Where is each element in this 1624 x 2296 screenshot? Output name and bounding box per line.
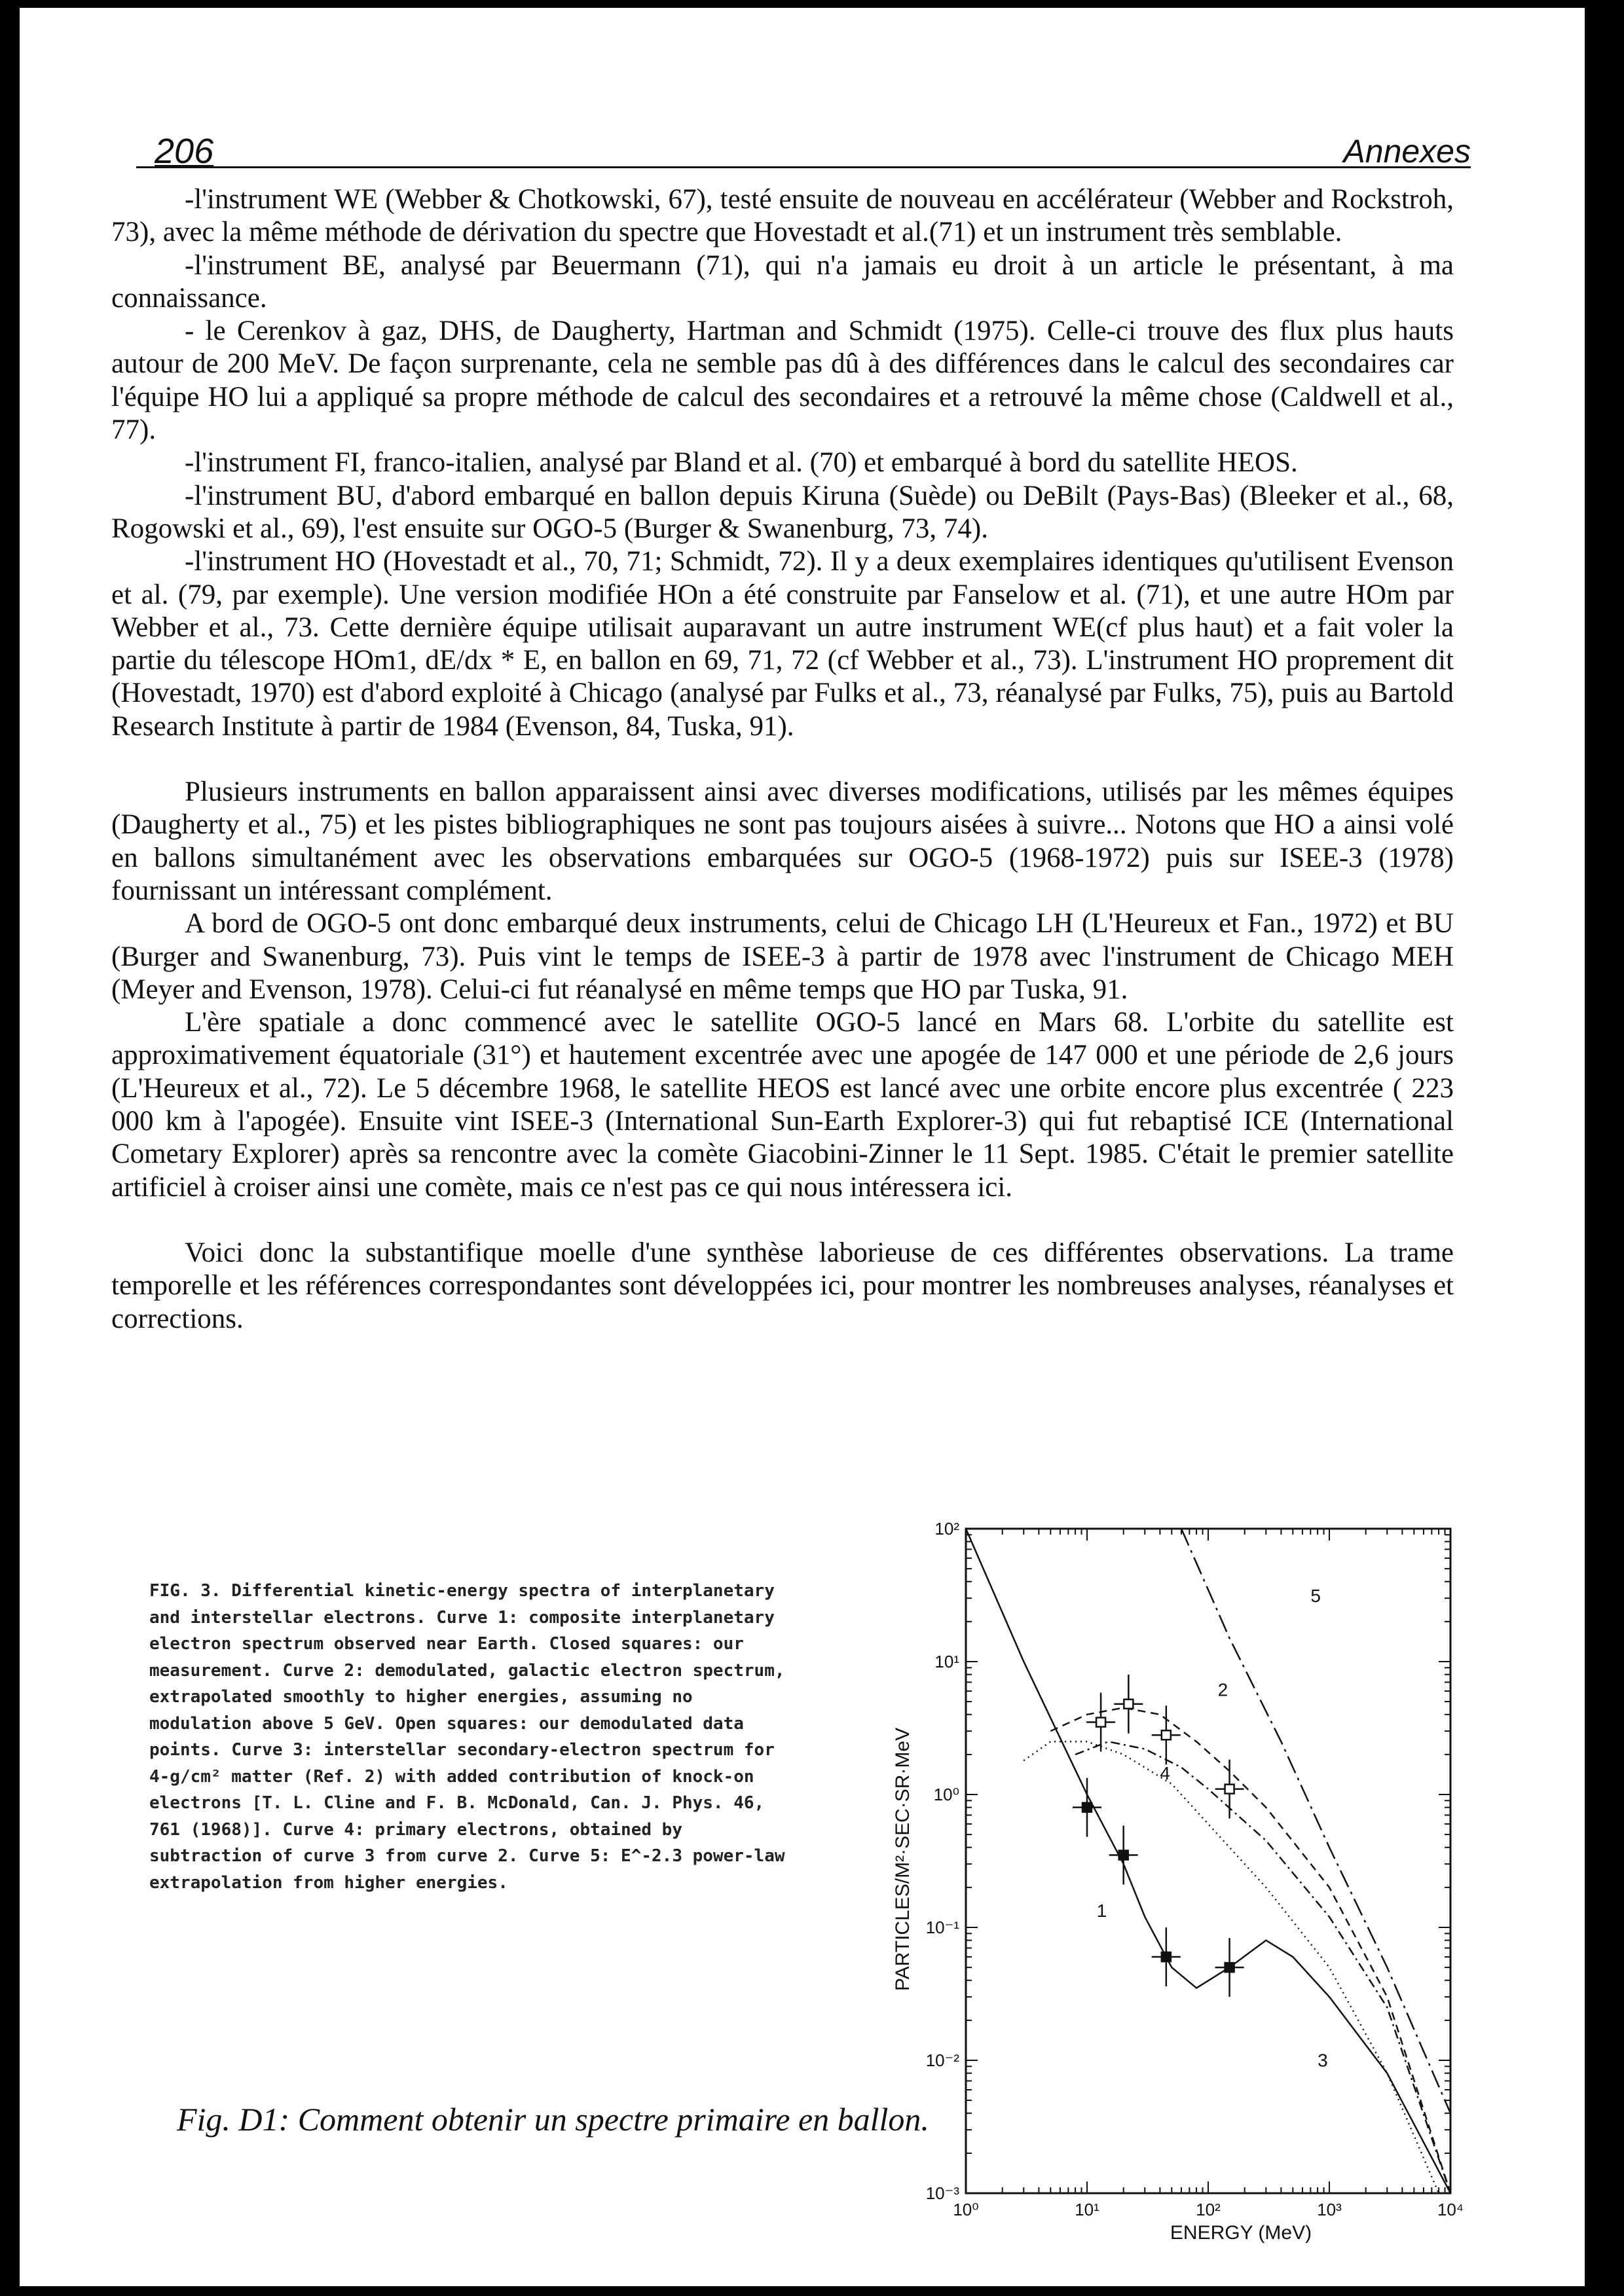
- open-square-point: [1162, 1730, 1171, 1740]
- page-number: 206: [155, 132, 214, 171]
- chart-series: [966, 1529, 1450, 2193]
- series-line-1: [966, 1529, 1450, 2193]
- y-axis-label: PARTICLES/M²·SEC·SR·MeV: [892, 1727, 913, 1992]
- open-square-point: [1124, 1700, 1133, 1709]
- series-line-5: [1181, 1529, 1450, 2113]
- curve-label: 5: [1310, 1586, 1321, 1607]
- curve-label: 1: [1096, 1900, 1107, 1921]
- chart-points: [1073, 1675, 1244, 1997]
- spectrum-chart: [871, 1519, 1493, 2246]
- open-square-point: [1225, 1785, 1234, 1794]
- closed-square-point: [1225, 1963, 1234, 1972]
- y-tick-label: 10⁻³: [925, 2183, 959, 2203]
- x-tick-label: 10⁰: [953, 2200, 979, 2219]
- curve-label: 2: [1217, 1679, 1228, 1700]
- paragraph: -l'instrument BE, analysé par Beuermann (71), qui n'a jamais eu droit à un article le présentant, à ma connaissance.: [111, 249, 1454, 314]
- running-title: Annexes: [1343, 133, 1471, 170]
- closed-square-point: [1082, 1803, 1092, 1812]
- y-tick-label: 10¹: [934, 1652, 959, 1671]
- paragraph: -l'instrument HO (Hovestadt et al., 70, 71; Schmidt, 72). Il y a deux exemplaires identiques qu'utilisent Evenson et al. (79, par exemple). Une version modifiée HOn a été construite par Fanselow et al. (71), et une autre HOm par Webber et al., 73. Cette dernière équipe utilisait auparavant un autre instrument WE(cf plus haut) et a fait voler la partie du télescope HOm1, dE/dx * E, en ballon en 69, 71, 72 (cf Webber et al., 73). L'instrument HO proprement dit (Hovestadt, 1970) est d'abord exploité à Chicago (analysé par Fulks et al., 73, réanalysé par Fulks, 75), puis au Bartold Research Institute à partir de 1984 (Evenson, 84, Tuska, 91).: [111, 546, 1454, 742]
- series-line-4: [1075, 1741, 1450, 2193]
- open-square-point: [1096, 1718, 1105, 1727]
- y-tick-label: 10²: [934, 1519, 959, 1539]
- figure-caption: FIG. 3. Differential kinetic-energy spectra of interplanetary and interstellar electrons. Curve 1: composite interplanetary electron spectrum observed near Earth. Closed squares: our measurement. Curve 2: demodulated, galactic electron spectrum, extrapolated smoothly to higher energies, assuming no modulation above 5 GeV. Open squares: our demodulated data points. Curve 3: interstellar secondary-electron spectrum for 4-g/cm² matter (Ref. 2) with added contribution of knock-on electrons [T. L. Cline and F. B. McDonald, Can. J. Phys. 46, 761 (1968)]. Curve 4: primary electrons, obtained by subtraction of curve 3 from curve 2. Curve 5: E^-2.3 power-law extrapolation from higher energies.: [149, 1581, 785, 1893]
- closed-square-point: [1162, 1952, 1171, 1961]
- x-tick-label: 10³: [1317, 2200, 1342, 2219]
- x-axis-label: ENERGY (MeV): [1170, 2222, 1312, 2244]
- closed-square-point: [1119, 1851, 1128, 1860]
- paragraph: Plusieurs instruments en ballon apparaissent ainsi avec diverses modifications, utilisés par les mêmes équipes (Daugherty et al., 75) et les pistes bibliographiques ne sont pas toujours aisées à suivre... Notons que HO a ainsi volé en ballons simultanément avec les observations embarquées sur OGO-5 (1968-1972) puis sur ISEE-3 (1978) fournissant un intéressant complément.: [111, 776, 1454, 906]
- paragraph: Voici donc la substantifique moelle d'une synthèse laborieuse de ces différentes observations. La trame temporelle et les références correspondantes sont développées ici, pour montrer les nombreuses analyses, réanalyses et corrections.: [111, 1237, 1454, 1334]
- chart-labels: [1097, 1586, 1328, 2070]
- curve-label: 3: [1318, 2050, 1328, 2071]
- paragraph: - le Cerenkov à gaz, DHS, de Daugherty, Hartman and Schmidt (1975). Celle-ci trouve des flux plus hauts autour de 200 MeV. De façon surprenante, cela ne semble pas dû à des différences dans le calcul des secondaires car l'équipe HO lui a appliqué sa propre méthode de calcul des secondaires et a retrouvé la même chose (Caldwell et al., 77).: [111, 316, 1454, 446]
- curve-label: 4: [1160, 1762, 1170, 1783]
- series-line-2: [1050, 1707, 1450, 2193]
- figure-label: Fig. D1: Comment obtenir un spectre primaire en ballon.: [177, 2101, 929, 2138]
- x-tick-label: 10¹: [1075, 2200, 1099, 2219]
- x-tick-label: 10⁴: [1437, 2200, 1464, 2219]
- paragraph: -l'instrument BU, d'abord embarqué en ballon depuis Kiruna (Suède) ou DeBilt (Pays-Bas) (Bleeker et al., 68, Rogowski et al., 69), l'est ensuite sur OGO-5 (Burger & Swanenburg, 73, 74).: [111, 480, 1454, 544]
- plot-frame: [966, 1529, 1450, 2193]
- x-tick-label: 10²: [1196, 2200, 1221, 2219]
- page-header: [136, 119, 1471, 171]
- chart-axes: [926, 1519, 1464, 2219]
- paragraph: -l'instrument WE (Webber & Chotkowski, 67), testé ensuite de nouveau en accélérateur (Webber and Rockstroh, 73), avec la même méthode de dérivation du spectre que Hovestadt et al.(71) et un instrument très semblable.: [111, 184, 1454, 248]
- y-tick-label: 10⁰: [933, 1785, 959, 1804]
- paragraph: A bord de OGO-5 ont donc embarqué deux instruments, celui de Chicago LH (L'Heureux et Fan., 1972) et BU (Burger and Swanenburg, 73). Puis vint le temps de ISEE-3 à partir de 1978 avec l'instrument de Chicago MEH (Meyer and Evenson, 1978). Celui-ci fut réanalysé en même temps que HO par Tuska, 91.: [111, 908, 1454, 1005]
- y-tick-label: 10⁻²: [925, 2050, 959, 2070]
- paragraph: -l'instrument FI, franco-italien, analysé par Bland et al. (70) et embarqué à bord du satellite HEOS.: [185, 447, 1298, 479]
- paragraph: L'ère spatiale a donc commencé avec le satellite OGO-5 lancé en Mars 68. L'orbite du satellite est approximativement équatoriale (31°) et hautement excentrée avec une apogée de 147 000 et une période de 2,6 jours (L'Heureux et al., 72). Le 5 décembre 1968, le satellite HEOS est lancé avec une orbite encore plus excentrée ( 223 000 km à l'apogée). Ensuite vint ISEE-3 (International Sun-Earth Explorer-3) qui fut rebaptisé ICE (International Cometary Explorer) après sa rencontre avec la comète Giacobini-Zinner le 11 Sept. 1985. C'était le premier satellite artificiel à croiser ainsi une comète, mais ce n'est pas ce qui nous intéressera ici.: [111, 1007, 1454, 1203]
- y-tick-label: 10⁻¹: [925, 1918, 959, 1937]
- body-text: [111, 183, 1454, 1336]
